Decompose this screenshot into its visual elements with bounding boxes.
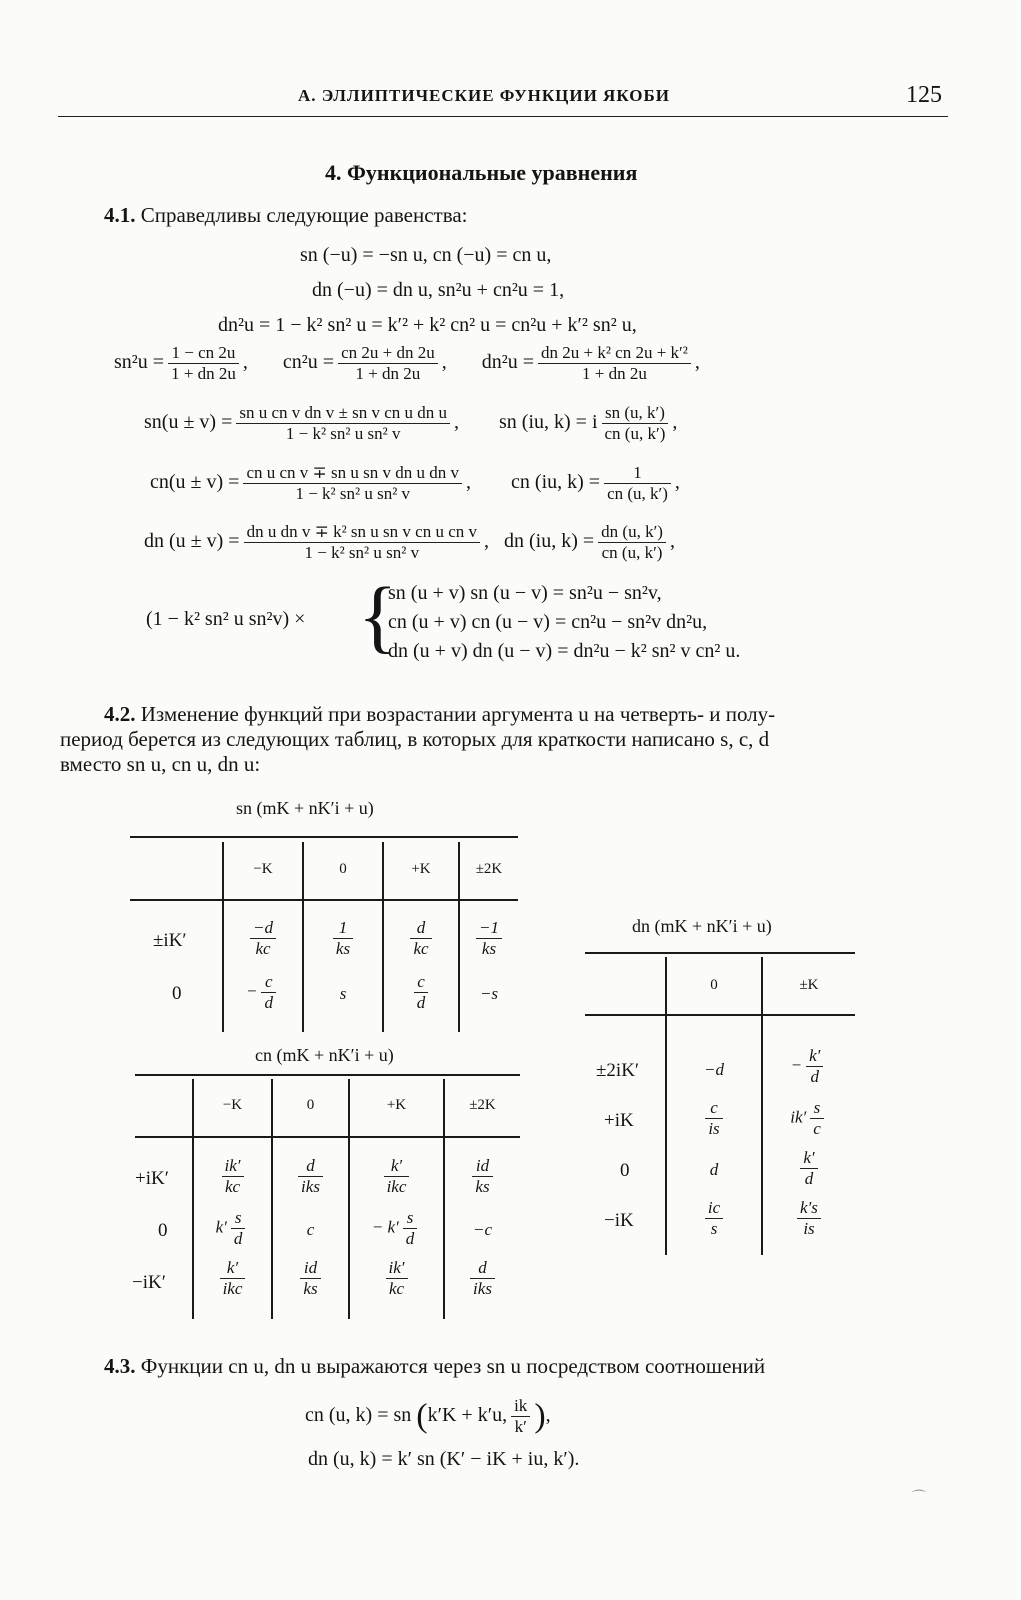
- numerator: cn u cn v ∓ sn u sn v dn u dn v: [243, 463, 462, 484]
- system-line-3: dn (u + v) dn (u − v) = dn²u − k² sn² v cn² u.: [388, 640, 741, 662]
- row-label: 0: [620, 1160, 630, 1181]
- column-header: ±K: [799, 977, 819, 993]
- equation-half-angle: sn²u = $\frac{1 - cn 2u}{1 + dn 2u}$ , cn²u = $\frac{cn 2u + dn 2u}{1 + dn 2u}$ , dn²u = $\frac{\text{dn 2u + k² cn 2u + k′²}}{1 + dn 2u}$ ,: [114, 343, 700, 383]
- numerator: c: [414, 972, 429, 993]
- lhs-dn2: dn²u =: [481, 351, 534, 374]
- para-4-2-line-2: период берется из следующих таблиц, в которых для краткости написано s, c, d: [60, 727, 770, 751]
- fraction: [168, 343, 239, 384]
- table-cell: [194, 1208, 271, 1249]
- numerator: cn 2u + dn 2u: [338, 343, 438, 364]
- numerator: d: [470, 1258, 495, 1279]
- denominator: ikc: [386, 1177, 407, 1196]
- sign: −: [790, 1055, 803, 1075]
- row-label: ±2iK′: [596, 1060, 640, 1081]
- para-4-2-line-3: вместо sn u, cn u, dn u:: [60, 752, 261, 776]
- table-cell: [350, 1258, 443, 1299]
- fraction: [538, 343, 691, 384]
- table-cell: [273, 1156, 348, 1197]
- equation-dn-parity: dn (−u) = dn u, sn²u + cn²u = 1,: [312, 279, 565, 301]
- table-cell: [350, 1208, 443, 1249]
- denominator: ikc: [222, 1279, 243, 1298]
- denominator: d: [804, 1169, 814, 1188]
- section-title: 4. Функциональные уравнения: [325, 160, 638, 185]
- column-header: +K: [411, 861, 431, 877]
- row-label: ±iK′: [153, 930, 187, 951]
- equation-dn-squared: dn²u = 1 − k² sn² u = k′² + k² cn² u = cn²u + k′² sn² u,: [218, 314, 637, 336]
- table-cell: [667, 1198, 761, 1239]
- denominator: d: [416, 993, 426, 1012]
- left-brace: {: [358, 570, 398, 661]
- numerator: 1: [604, 463, 671, 484]
- table-cell: [763, 1046, 855, 1087]
- column-header: 0: [710, 977, 718, 993]
- denominator: kc: [413, 939, 429, 958]
- numerator: ik′: [222, 1156, 244, 1177]
- table-cell: [763, 1198, 855, 1239]
- numerator: 1 − cn 2u: [168, 343, 239, 364]
- denominator: 1 − k² sn² u sn² v: [304, 543, 420, 562]
- column-header: 0: [306, 1097, 315, 1113]
- numerator: 1: [333, 918, 353, 939]
- numerator: ik′: [386, 1258, 408, 1279]
- para-num: 4.1.: [104, 203, 136, 227]
- paren-open: (: [416, 1397, 428, 1435]
- sign: −: [246, 981, 258, 1001]
- para-num: 4.3.: [104, 1354, 136, 1378]
- numerator: k′: [806, 1046, 823, 1067]
- rhs-lhs: dn (iu, k) =: [504, 530, 595, 553]
- table-rule: [585, 952, 855, 954]
- table-cell: [763, 1148, 855, 1189]
- numerator: k′: [384, 1156, 410, 1177]
- table-cell: [763, 1098, 855, 1139]
- denominator: iks: [301, 1177, 320, 1196]
- table-cell: [273, 1258, 348, 1299]
- numerator: s: [810, 1098, 824, 1119]
- table-rule: [585, 1014, 855, 1016]
- para-4-3: [104, 1354, 765, 1379]
- lhs: cn (u, k) = sn: [305, 1404, 412, 1427]
- table-cell: [194, 1156, 271, 1197]
- numerator: dn u dn v ∓ k² sn u sn v cn u cn v: [244, 522, 480, 543]
- fraction: [598, 522, 666, 563]
- denominator: ks: [481, 939, 497, 958]
- page-number: 125: [906, 82, 942, 108]
- numerator: c: [705, 1098, 722, 1119]
- numerator: −1: [476, 918, 502, 939]
- denominator: 1 + dn 2u: [355, 364, 421, 383]
- denominator: kc: [224, 1177, 241, 1196]
- denominator: d: [233, 1229, 243, 1248]
- numerator: d: [298, 1156, 323, 1177]
- numerator: c: [261, 972, 276, 993]
- denominator: cn (u, k′): [601, 543, 663, 562]
- column-header: −K: [222, 1097, 243, 1113]
- table-cell: −s: [479, 984, 499, 1003]
- arg: k′K + k′u,: [427, 1404, 508, 1427]
- tail: ,: [545, 1404, 551, 1427]
- denominator: 1 + dn 2u: [582, 364, 647, 383]
- para-num: 4.2.: [104, 702, 136, 726]
- lhs: cn(u ± v) =: [150, 471, 240, 494]
- denominator: cn (u, k′): [604, 424, 666, 443]
- fraction: [244, 522, 480, 563]
- denominator: ks: [335, 939, 351, 958]
- column-header: ±2K: [469, 1097, 496, 1113]
- coef: ik′: [790, 1107, 807, 1127]
- denominator: is: [803, 1219, 815, 1238]
- equation-cn-addition: cn(u ± v) = $\frac{\text{cn u cn v ∓ sn u sn v dn u dn v}}{\text{1 − k² sn² u sn² v}}$ , cn (iu, k) = $\frac{1}{cn (u, k')}$ ,: [150, 463, 680, 503]
- coef: k′: [215, 1217, 227, 1237]
- denominator: ks: [475, 1177, 490, 1196]
- lhs: dn (u ± v) =: [144, 530, 240, 553]
- lhs: sn(u ± v) =: [144, 411, 233, 434]
- table-cn-caption: cn (mK + nK′i + u): [255, 1045, 394, 1065]
- column-header: 0: [339, 861, 347, 877]
- system-lhs: (1 − k² sn² u sn²v) ×: [146, 608, 306, 630]
- para-text: Справедливы следующие равенства:: [140, 203, 468, 227]
- column-header: +K: [386, 1097, 407, 1113]
- numerator: id: [300, 1258, 320, 1279]
- denominator: is: [708, 1119, 720, 1138]
- row-label: 0: [172, 983, 182, 1004]
- table-cell: [194, 1258, 271, 1299]
- numerator: dn (u, k′): [598, 522, 666, 543]
- denominator: d: [810, 1067, 819, 1086]
- para-text: Функции cn u, dn u выражаются через sn u посредством соотношений: [140, 1354, 766, 1378]
- denominator: s: [710, 1219, 718, 1238]
- denominator: iks: [473, 1279, 492, 1298]
- table-cell: d: [709, 1160, 719, 1179]
- table-rule: [130, 899, 518, 901]
- para-4-2-line-1: [104, 702, 775, 727]
- system-line-1: sn (u + v) sn (u − v) = sn²u − sn²v,: [388, 582, 662, 604]
- row-label: +iK′: [135, 1168, 169, 1189]
- equation-parity: sn (−u) = −sn u, cn (−u) = cn u,: [300, 244, 552, 266]
- equation-cn-via-sn: [305, 1396, 551, 1437]
- header-rule: [58, 116, 948, 117]
- table-cell: [304, 918, 382, 959]
- table-cell: [460, 918, 518, 959]
- row-label: −iK: [604, 1210, 634, 1231]
- scan-mark: ⌒: [912, 1491, 926, 1506]
- table-cell: [445, 1156, 520, 1197]
- denominator: d: [264, 993, 273, 1012]
- system-line-2: cn (u + v) cn (u − v) = cn²u − sn²v dn²u,: [388, 611, 708, 633]
- coef: − k′: [371, 1217, 399, 1237]
- fraction: [236, 403, 450, 444]
- table-sn-caption: sn (mK + nK′i + u): [236, 798, 374, 818]
- row-label: 0: [158, 1220, 168, 1241]
- denominator: c: [813, 1119, 821, 1138]
- numerator: s: [231, 1208, 246, 1229]
- numerator: s: [403, 1208, 418, 1229]
- numerator: dn 2u + k² cn 2u + k′²: [538, 343, 691, 364]
- denominator: 1 − k² sn² u sn² v: [285, 424, 401, 443]
- lhs-cn2: cn²u =: [282, 351, 335, 374]
- table-cell: −c: [472, 1220, 493, 1239]
- para-text: Изменение функций при возрастании аргумента u на четверть- и полу-: [140, 702, 776, 726]
- denominator: k′: [514, 1417, 527, 1436]
- denominator: cn (u, k′): [607, 484, 668, 503]
- numerator: sn (u, k′): [602, 403, 669, 424]
- column-header: −K: [253, 861, 273, 877]
- fraction: [338, 343, 438, 384]
- table-cell: −d: [704, 1060, 724, 1079]
- row-label: −iK′: [132, 1272, 166, 1293]
- rhs-lhs: cn (iu, k) =: [511, 471, 601, 494]
- table-cell: [224, 972, 302, 1013]
- paren-close: ): [534, 1397, 546, 1435]
- table-cell: [445, 1258, 520, 1299]
- numerator: k′: [220, 1258, 246, 1279]
- numerator: ic: [705, 1198, 723, 1219]
- numerator: −d: [250, 918, 276, 939]
- table-rule: [135, 1074, 520, 1076]
- denominator: 1 − k² sn² u sn² v: [295, 484, 411, 503]
- denominator: kc: [255, 939, 271, 958]
- table-rule: [130, 836, 518, 838]
- fraction: [243, 463, 462, 504]
- rhs-lhs: sn (iu, k) = i: [499, 411, 598, 434]
- equation-dn-addition: dn (u ± v) = $\frac{\text{dn u dn v ∓ k² sn u sn v cn u cn v}}{\text{1 − k² sn² u sn² v}}$ , dn (iu, k) = $\frac{dn (u, k')}{cn (u, k')}$ ,: [144, 522, 675, 562]
- table-cell: s: [339, 984, 347, 1003]
- numerator: k′s: [797, 1198, 821, 1219]
- para-4-1-intro: [104, 203, 468, 228]
- fraction: [604, 463, 671, 504]
- fraction: [602, 403, 669, 444]
- table-cell: [350, 1156, 443, 1197]
- table-dn-caption: dn (mK + nK′i + u): [632, 916, 772, 936]
- denominator: d: [405, 1229, 415, 1248]
- equation-sn-addition: sn(u ± v) = $\frac{\text{sn u cn v dn v ± sn v cn u dn u}}{\text{1 − k² sn² u sn² v}}$ , sn (iu, k) = i $\frac{sn (u, k')}{cn (u, k')}$ ,: [144, 403, 678, 443]
- column-header: ±2K: [475, 861, 503, 877]
- denominator: 1 + dn 2u: [171, 364, 236, 383]
- denominator: ks: [303, 1279, 318, 1298]
- numerator: d: [410, 918, 431, 939]
- lhs-sn2: sn²u =: [114, 351, 165, 374]
- running-title: А. ЭЛЛИПТИЧЕСКИЕ ФУНКЦИИ ЯКОБИ: [298, 86, 670, 105]
- numerator: id: [472, 1156, 492, 1177]
- table-cell: c: [306, 1220, 315, 1239]
- fraction: [511, 1396, 530, 1437]
- numerator: k′: [800, 1148, 817, 1169]
- row-label: +iK: [604, 1110, 634, 1131]
- table-cell: [667, 1098, 761, 1139]
- table-cell: [384, 972, 458, 1013]
- denominator: kc: [388, 1279, 405, 1298]
- equation-dn-via-sn: dn (u, k) = k′ sn (K′ − iK + iu, k′).: [308, 1448, 580, 1470]
- numerator: ik: [511, 1396, 530, 1417]
- table-cell: [384, 918, 458, 959]
- table-cell: [224, 918, 302, 959]
- numerator: sn u cn v dn v ± sn v cn u dn u: [236, 403, 450, 424]
